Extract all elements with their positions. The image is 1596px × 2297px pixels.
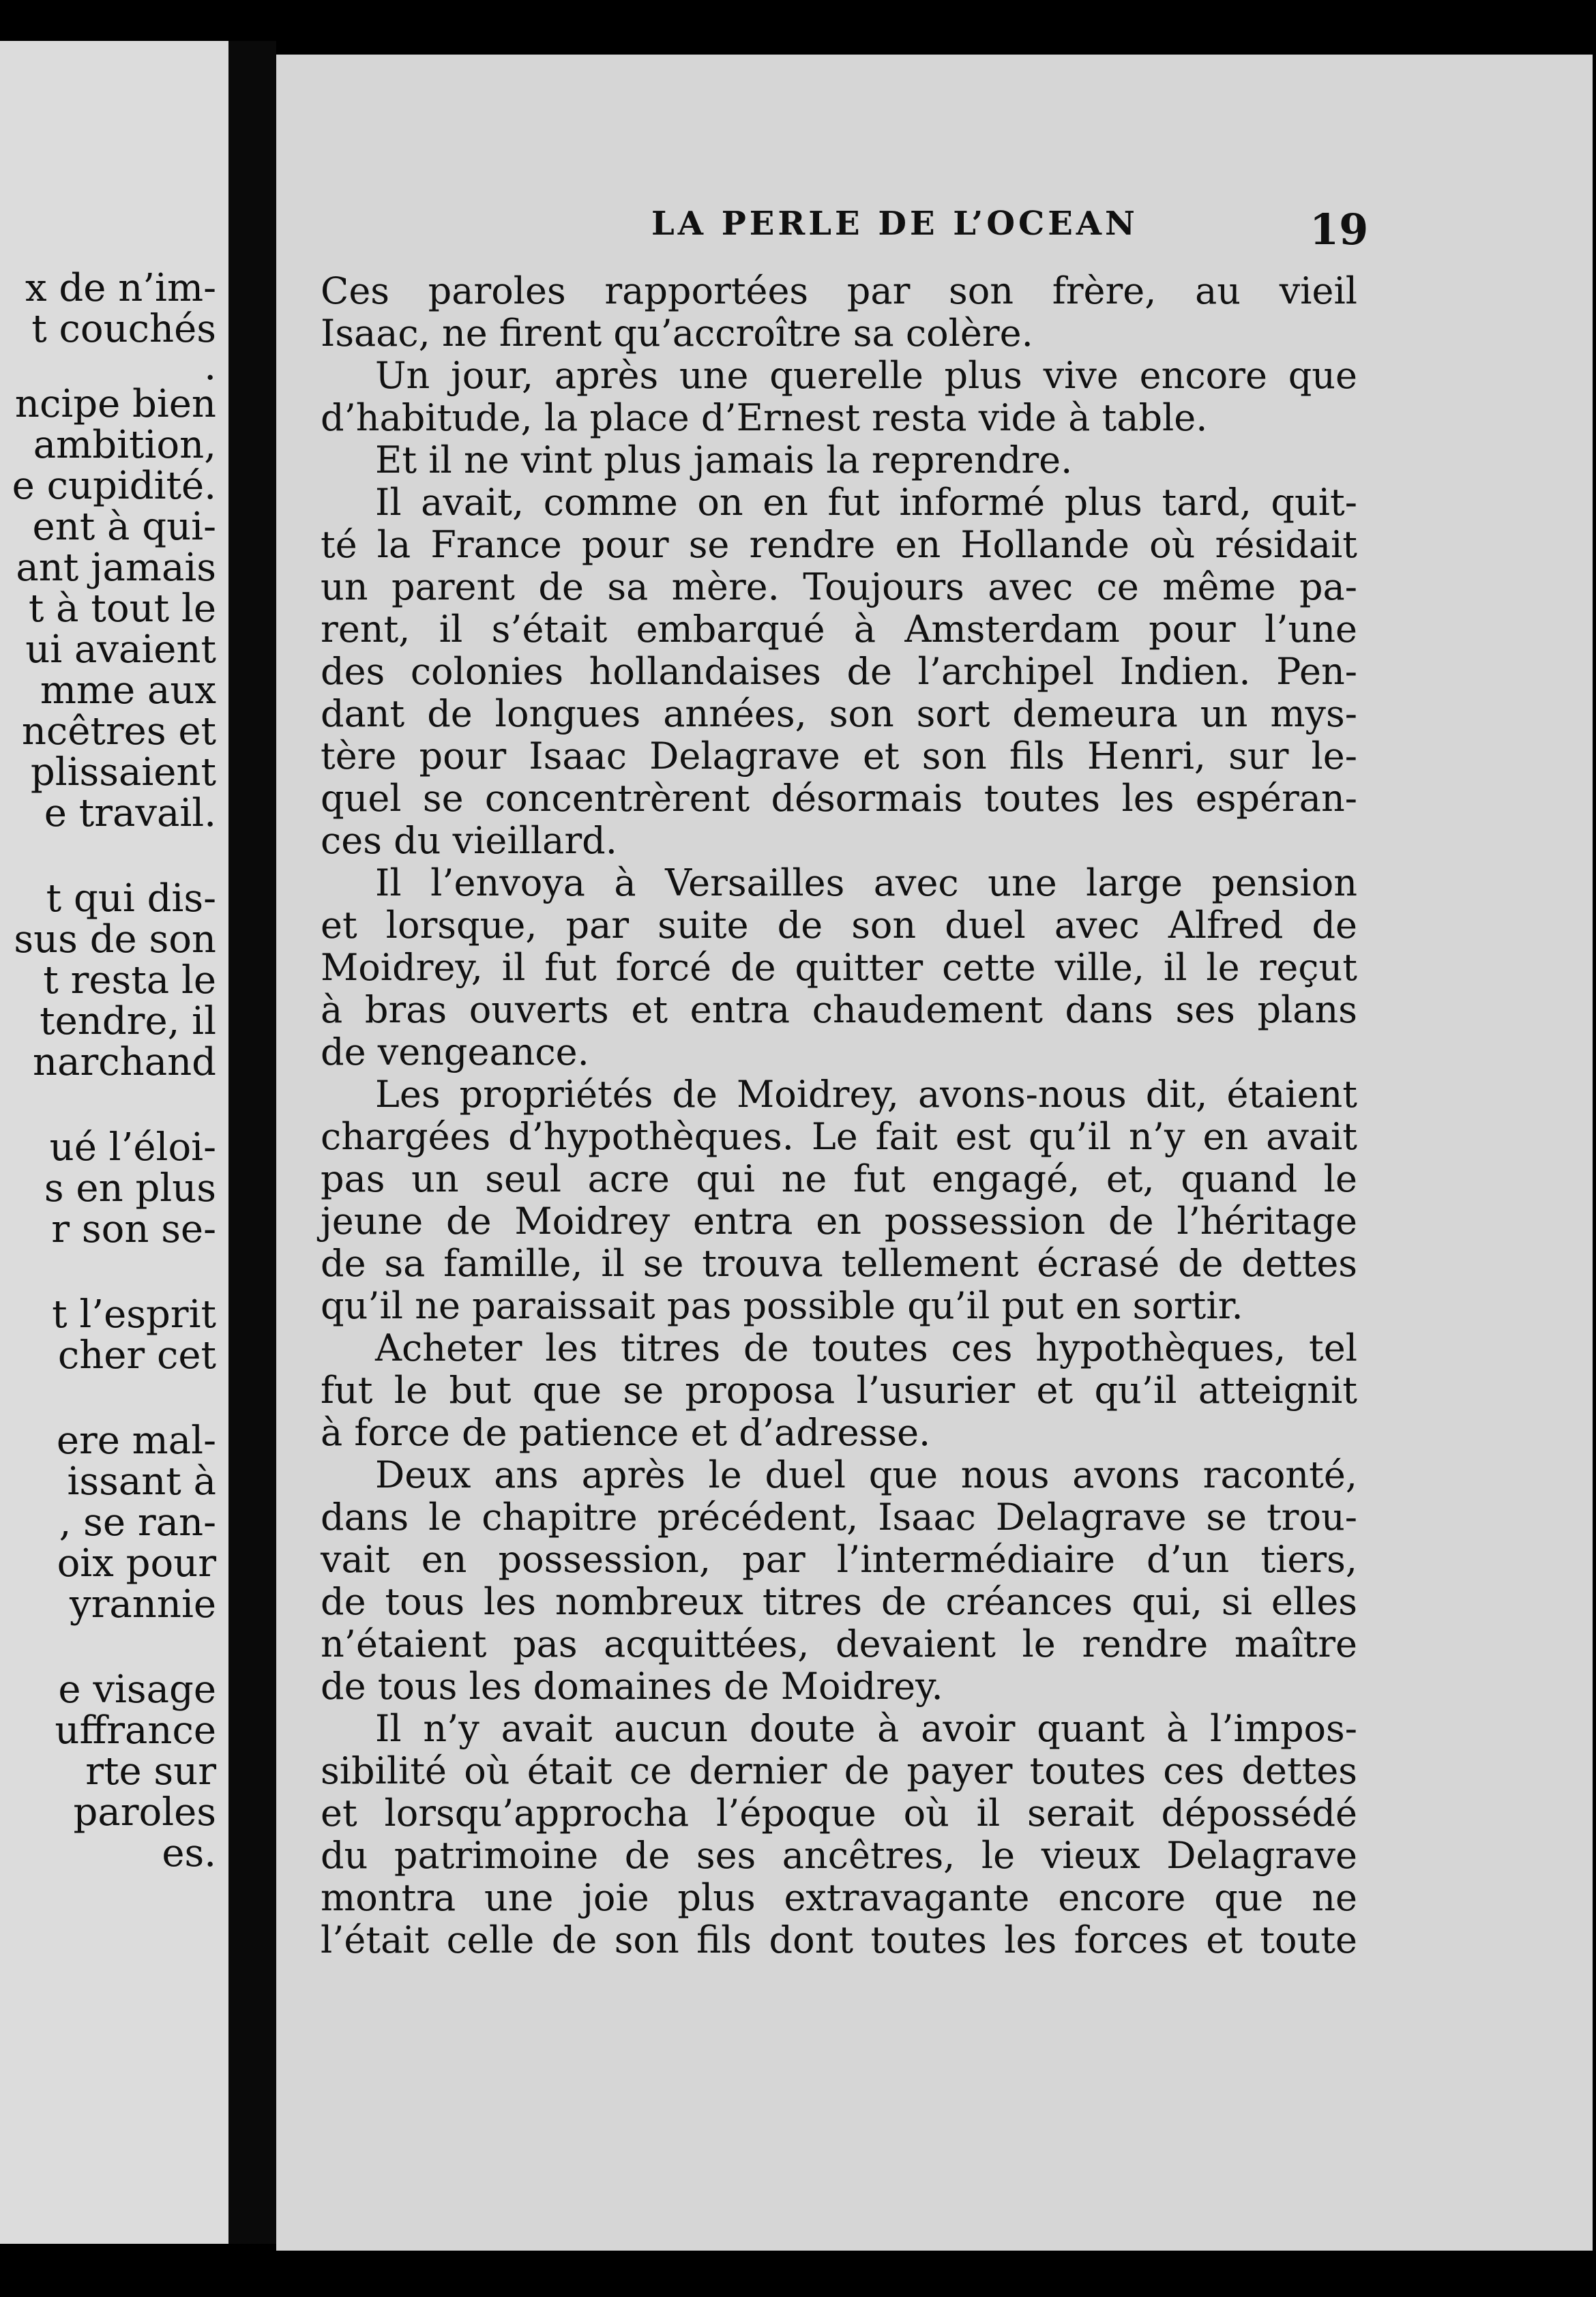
left-page-line: paroles bbox=[73, 1790, 216, 1835]
body-text-line: rent, il s’était embarqué à Amsterdam pour l’une bbox=[321, 608, 1357, 651]
left-page bbox=[0, 41, 228, 2244]
body-text-line: des colonies hollandaises de l’archipel Indien. Pen- bbox=[321, 650, 1357, 693]
body-text-line: et lorsque, par suite de son duel avec Alfred de bbox=[321, 904, 1357, 947]
body-text-line: Acheter les titres de toutes ces hypothèques, tel bbox=[375, 1327, 1357, 1369]
left-page-line: plissaient bbox=[30, 750, 216, 795]
book-gutter bbox=[228, 41, 276, 2244]
body-text-line: d’habitude, la place d’Ernest resta vide à table. bbox=[321, 396, 1208, 439]
left-page-line: ncipe bien bbox=[14, 382, 216, 426]
body-text-line: n’étaient pas acquittées, devaient le rendre maître bbox=[321, 1622, 1357, 1665]
body-text-line: pas un seul acre qui ne fut engagé, et, quand le bbox=[321, 1157, 1357, 1200]
left-page-line: t qui dis- bbox=[46, 876, 216, 921]
left-page-line: t couchés bbox=[31, 307, 216, 351]
left-page-line: ere mal- bbox=[56, 1419, 216, 1463]
left-page-line: e cupidité. bbox=[12, 464, 216, 508]
body-text-line: quel se concentrèrent désormais toutes les espéran- bbox=[321, 777, 1357, 820]
left-page-line: , se ran- bbox=[59, 1500, 216, 1545]
left-page-line: ent à qui- bbox=[32, 505, 216, 549]
body-text-line: de vengeance. bbox=[321, 1031, 589, 1073]
left-page-line: x de n’im- bbox=[25, 266, 216, 310]
body-text-line: du patrimoine de ses ancêtres, le vieux Delagrave bbox=[321, 1834, 1357, 1877]
body-text-line: à force de patience et d’adresse. bbox=[321, 1411, 931, 1454]
left-page-line: oix pour bbox=[57, 1541, 216, 1586]
body-text-line: Deux ans après le duel que nous avons raconté, bbox=[375, 1453, 1357, 1496]
body-text-line: Il l’envoya à Versailles avec une large pension bbox=[375, 861, 1357, 904]
left-page-line: r son se- bbox=[51, 1207, 216, 1251]
left-page-line: t l’esprit bbox=[52, 1292, 216, 1337]
body-text-line: montra une joie plus extravagante encore que ne bbox=[321, 1876, 1357, 1919]
body-text-line: Un jour, après une querelle plus vive encore que bbox=[375, 354, 1357, 397]
left-page-line: e travail. bbox=[44, 791, 216, 835]
body-text-line: l’était celle de son fils dont toutes les forces et toute bbox=[321, 1918, 1357, 1961]
left-page-line: ambition, bbox=[33, 423, 216, 467]
left-page-line: uffrance bbox=[55, 1708, 216, 1753]
left-page-line: ncêtres et bbox=[21, 709, 216, 754]
left-page-line: ui avaient bbox=[25, 627, 216, 672]
body-text-line: Ces paroles rapportées par son frère, au vieil bbox=[321, 269, 1357, 312]
page-number: 19 bbox=[1310, 205, 1369, 254]
left-page-line: yrannie bbox=[70, 1582, 216, 1627]
body-text-line: fut le but que se proposa l’usurier et qu’il atteignit bbox=[321, 1369, 1357, 1412]
left-page-line: tendre, il bbox=[40, 999, 216, 1043]
body-text-line: de sa famille, il se trouva tellement écrasé de dettes bbox=[321, 1242, 1357, 1285]
body-text-line: un parent de sa mère. Toujours avec ce même pa- bbox=[321, 565, 1357, 608]
left-page-line: s en plus bbox=[44, 1166, 216, 1211]
left-page-line: issant à bbox=[67, 1459, 216, 1504]
body-text-line: té la France pour se rendre en Hollande où résidait bbox=[321, 523, 1357, 566]
body-text-line: dans le chapitre précédent, Isaac Delagrave se trou- bbox=[321, 1496, 1357, 1539]
body-text-line: qu’il ne paraissait pas possible qu’il put en sortir. bbox=[321, 1284, 1243, 1327]
body-text-line: ces du vieillard. bbox=[321, 819, 617, 862]
left-page-line: cher cet bbox=[57, 1333, 216, 1378]
body-text-line: et lorsqu’approcha l’époque où il serait dépossédé bbox=[321, 1792, 1357, 1835]
left-page-line: t resta le bbox=[43, 958, 216, 1003]
running-head: LA PERLE DE L’OCEAN bbox=[651, 205, 1138, 243]
body-text-line: Isaac, ne firent qu’accroître sa colère. bbox=[321, 312, 1033, 355]
scan-border-right bbox=[1593, 0, 1596, 2297]
body-text-line: Il avait, comme on en fut informé plus tard, quit- bbox=[375, 481, 1357, 524]
left-page-line: rte sur bbox=[85, 1749, 216, 1794]
body-text-line: chargées d’hypothèques. Le fait est qu’il n’y en avait bbox=[321, 1115, 1357, 1158]
body-text-line: de tous les nombreux titres de créances qui, si elles bbox=[321, 1580, 1357, 1623]
body-text-line: tère pour Isaac Delagrave et son fils Henri, sur le- bbox=[321, 735, 1357, 777]
left-page-line: ant jamais bbox=[16, 546, 216, 590]
body-text-line: Et il ne vint plus jamais la reprendre. bbox=[375, 439, 1073, 481]
left-page-line: narchand bbox=[33, 1040, 216, 1084]
body-text-line: Il n’y avait aucun doute à avoir quant à l’impos- bbox=[375, 1707, 1357, 1750]
body-text-line: Moidrey, il fut forcé de quitter cette ville, il le reçut bbox=[321, 946, 1357, 989]
left-page-line: ué l’éloi- bbox=[49, 1125, 216, 1170]
body-text-line: jeune de Moidrey entra en possession de l’héritage bbox=[321, 1200, 1357, 1243]
left-page-line: sus de son bbox=[14, 917, 216, 962]
body-text-line: vait en possession, par l’intermédiaire d’un tiers, bbox=[321, 1538, 1357, 1581]
body-text-line: de tous les domaines de Moidrey. bbox=[321, 1665, 943, 1708]
left-page-line: t à tout le bbox=[28, 587, 216, 631]
body-text-line: sibilité où était ce dernier de payer toutes ces dettes bbox=[321, 1749, 1357, 1792]
scan-border-top bbox=[0, 0, 1596, 41]
body-text-line: Les propriétés de Moidrey, avons-nous dit, étaient bbox=[375, 1073, 1357, 1116]
left-page-line: es. bbox=[162, 1831, 216, 1876]
left-page-line: . bbox=[204, 344, 216, 389]
left-page-line: e visage bbox=[58, 1668, 216, 1712]
body-text-line: à bras ouverts et entra chaudement dans ses plans bbox=[321, 988, 1357, 1031]
body-text-line: dant de longues années, son sort demeura un mys- bbox=[321, 692, 1357, 735]
left-page-line: mme aux bbox=[40, 668, 216, 713]
